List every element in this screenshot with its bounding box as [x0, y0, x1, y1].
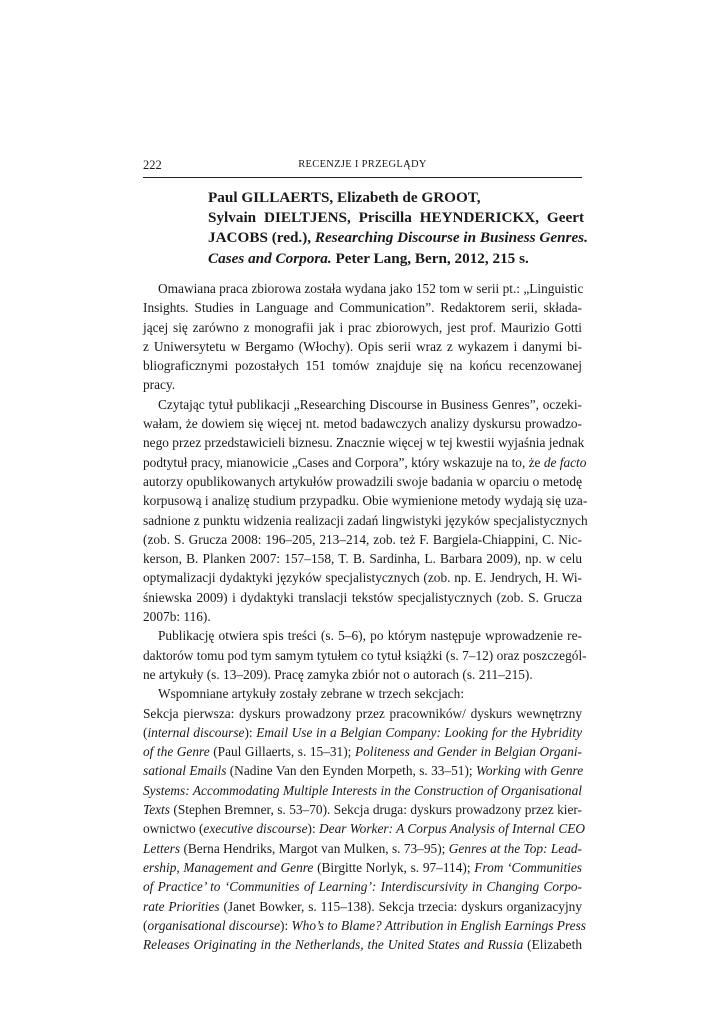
- text-line: Publikację otwiera spis treści (s. 5–6), po którym następuje wprowadzenie re-: [158, 628, 582, 644]
- text-line: sadnione z punktu widzenia realizacji zadań lingwistyki języków specjalistycznych: [143, 512, 588, 528]
- text-line: Insights. Studies in Language and Communication”. Redaktorem serii, składa-: [143, 300, 582, 316]
- publisher-info: Peter Lang, Bern, 2012, 215 s.: [331, 249, 529, 267]
- text-line: optymalizacji dydaktyki języków specjalistycznych (zob. np. E. Jendrych, H. Wi-: [143, 570, 582, 586]
- text-line: pracy.: [143, 377, 176, 393]
- text-line: Omawiana praca zbiorowa została wydana jako 152 tom w serii pt.: „Linguistic: [158, 281, 584, 296]
- text-line: daktorów tomu pod tym samym tytułem co tytuł książki (s. 7–12) oraz poszczegól-: [143, 647, 587, 663]
- review-body: [143, 279, 588, 954]
- title-line: Paul GILLAERTS, Elizabeth de GROOT,: [208, 189, 481, 206]
- text-line: kerson, B. Planken 2007: 157–158, T. B. Sardinha, L. Barbara 2009), np. w celu: [143, 551, 582, 567]
- title-authors: JACOBS (red.),: [208, 229, 315, 247]
- text-line: bliograficznymi pozostałych 151 tomów znajduje się na końcu recenzowanej: [143, 358, 582, 374]
- text-line: ne artykuły (s. 13–209). Pracę zamyka zbiór not o autorach (s. 211–215).: [143, 666, 533, 682]
- review-title: [208, 188, 588, 269]
- title-line: [208, 249, 584, 269]
- text-line: Sekcja pierwsza: dyskurs prowadzony przez pracowników/ dyskurs wewnętrzny: [143, 705, 582, 721]
- text-line: Releases Originating in the Netherlands, the United States and Russia (Elizabeth: [143, 937, 582, 953]
- text-line: ownictwo (executive discourse): Dear Worker: A Corpus Analysis of Internal CEO: [143, 821, 586, 837]
- text-line: Czytając tytuł publikacji „Researching Discourse in Business Genres”, oczeki-: [158, 396, 582, 412]
- running-head: RECENZJE I PRZEGLĄDY: [298, 159, 427, 170]
- text-line: sational Emails (Nadine Van den Eynden Morpeth, s. 33–51); Working with Genre: [143, 763, 584, 779]
- text-line: Letters (Berna Hendriks, Margot van Mulken, s. 73–95); Genres at the Top: Lead-: [143, 840, 582, 856]
- text-line: jącej się zarówno z monografii jak i prac zbiorowych, jest prof. Maurizio Gotti: [143, 319, 582, 335]
- text-line: nego przez przedstawicieli biznesu. Znacznie więcej w tej kwestii wyjaśnia jednak: [143, 435, 585, 451]
- text-line: rate Priorities (Janet Bowker, s. 115–138). Sekcja trzecia: dyskurs organizacyjny: [143, 898, 583, 914]
- text-line: of Practice’ to ‘Communities of Learning’: Interdiscursivity in Changing Corpo-: [143, 879, 582, 895]
- book-subtitle: Cases and Corpora.: [208, 249, 332, 267]
- title-line: Sylvain DIELTJENS, Priscilla HEYNDERICKX, Geert: [208, 209, 584, 227]
- text-line: 2007b: 116).: [143, 609, 211, 625]
- page-number: 222: [143, 158, 162, 172]
- text-line: autorzy opublikowanych artykułów prowadzili swoje badania w oparciu o metodę: [143, 473, 582, 489]
- text-line: podtytuł pracy, mianowicie „Cases and Corpora”, który wskazuje na to, że de facto: [143, 454, 587, 470]
- text-line: Systems: Accommodating Multiple Interests in the Construction of Organisational: [143, 782, 582, 798]
- text-line: (organisational discourse): Who’s to Blame? Attribution in English Earnings Press: [143, 917, 586, 933]
- text-line: ership, Management and Genre (Birgitte Norlyk, s. 97–114); From ‘Communities: [143, 859, 582, 875]
- text-line: of the Genre (Paul Gillaerts, s. 15–31); Politeness and Gender in Belgian Organi-: [143, 744, 582, 760]
- text-line: Wspomniane artykuły zostały zebrane w trzech sekcjach:: [158, 686, 465, 702]
- text-line: (zob. S. Grucza 2008: 196–205, 213–214, zob. też F. Bargiela-Chiappini, C. Nic-: [143, 531, 582, 547]
- book-title: Researching Discourse in Business Genres.: [314, 229, 588, 247]
- text-line: Texts (Stephen Bremner, s. 53–70). Sekcja druga: dyskurs prowadzony przez kier-: [143, 802, 582, 818]
- text-line: wałam, że dowiem się więcej nt. metod badawczych analizy dyskursu prowadzo-: [143, 416, 582, 432]
- text-line: (internal discourse): Email Use in a Belgian Company: Looking for the Hybridity: [143, 724, 582, 740]
- text-line: śniewska 2009) i dydaktyki translacji tekstów specjalistycznych (zob. S. Grucza: [143, 589, 582, 605]
- text-line: z Uniwersytetu w Bergamo (Włochy). Opis serii wraz z wykazem i danymi bi-: [143, 338, 582, 354]
- title-line: [208, 228, 588, 248]
- page-header: [143, 157, 582, 178]
- text-line: korpusową i analizę studium przypadku. Obie wymienione metody wydają się uza-: [143, 493, 588, 509]
